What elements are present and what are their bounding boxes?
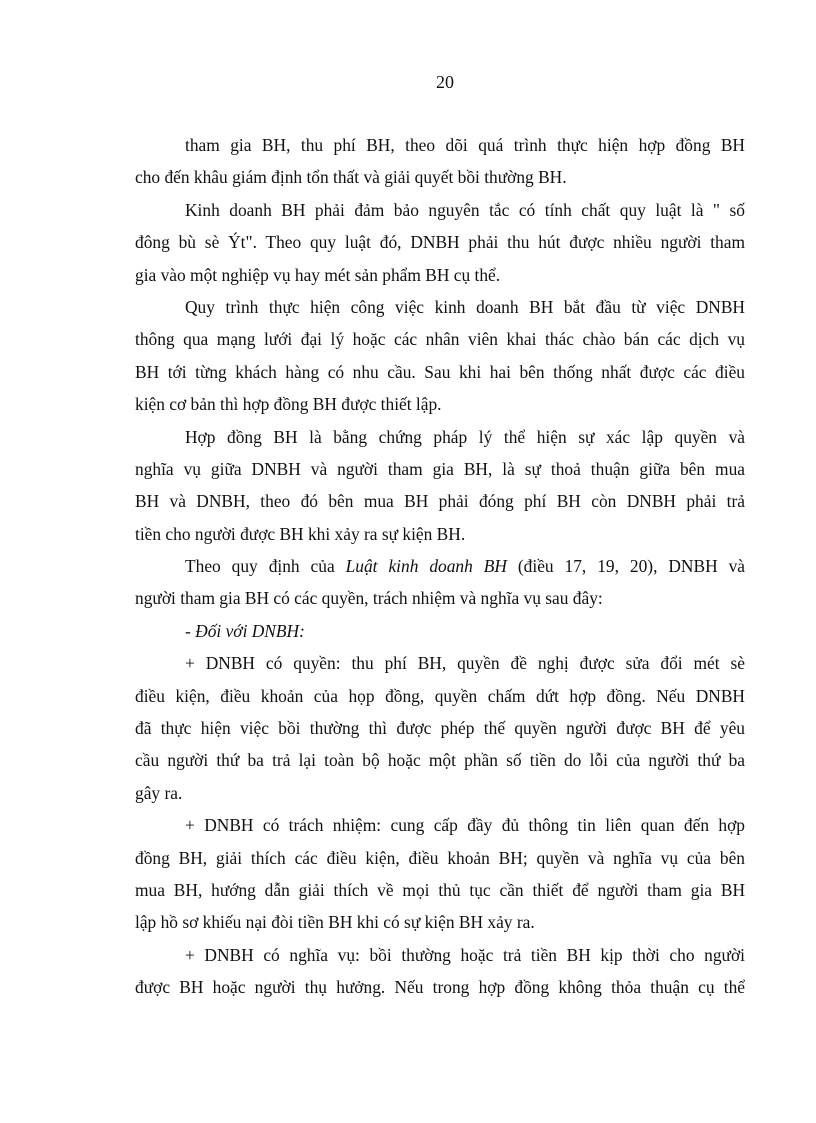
text-segment: gây ra. — [135, 782, 183, 803]
text-line — [135, 259, 745, 291]
paragraph — [135, 809, 745, 939]
text-segment: tiền cho người được BH khi xảy ra sự kiện BH. — [135, 523, 466, 544]
paragraph — [135, 129, 745, 194]
text-segment: đã thực hiện việc bồi thường thì được phép thế quyền người được BH để yêu — [135, 718, 745, 739]
text-line — [135, 485, 745, 517]
italic-text: - Đối với DNBH: — [185, 620, 305, 641]
text-segment: đồng BH, giải thích các điều kiện, điều khoản BH; quyền và nghĩa vụ của bên — [135, 847, 745, 868]
body-text — [135, 129, 745, 1004]
text-segment: được BH hoặc người thụ hưởng. Nếu trong hợp đồng không thỏa thuận cụ thể — [135, 977, 745, 998]
text-segment: BH tới từng khách hàng có nhu cầu. Sau khi hai bên thống nhất được các điều — [135, 361, 745, 382]
text-line — [135, 550, 745, 582]
paragraph — [135, 939, 745, 1004]
text-line — [135, 971, 745, 1003]
text-line — [135, 809, 745, 841]
text-line — [135, 874, 745, 906]
text-segment: Hợp đồng BH là bằng chứng pháp lý thể hiện sự xác lập quyền và — [185, 426, 745, 447]
text-segment: Quy trình thực hiện công việc kinh doanh BH bắt đầu từ việc DNBH — [185, 296, 745, 317]
paragraph — [135, 291, 745, 421]
text-segment: kiện cơ bản thì hợp đồng BH được thiết lập. — [135, 394, 442, 415]
paragraph — [135, 421, 745, 551]
text-segment: + DNBH có quyền: thu phí BH, quyền đề nghị được sửa đổi mét sè — [185, 653, 745, 674]
text-line — [135, 356, 745, 388]
text-segment: (điều 17, 19, 20), DNBH và — [506, 556, 745, 577]
text-segment: Theo quy định của — [185, 556, 346, 577]
text-line — [135, 906, 745, 938]
text-line — [135, 518, 745, 550]
text-line — [135, 842, 745, 874]
text-line — [135, 226, 745, 258]
text-line — [135, 388, 745, 420]
text-line — [135, 161, 745, 193]
text-segment: Kinh doanh BH phải đảm bảo nguyên tắc có tính chất quy luật là " số — [185, 199, 745, 220]
text-line — [135, 647, 745, 679]
italic-text: Luật kinh doanh BH — [345, 556, 507, 577]
paragraph — [135, 550, 745, 615]
text-line — [135, 582, 745, 614]
paragraph — [135, 647, 745, 809]
text-line — [135, 129, 745, 161]
text-line — [135, 712, 745, 744]
text-segment: thông qua mạng lưới đại lý hoặc các nhân viên khai thác chào bán các dịch vụ — [135, 329, 745, 350]
text-line — [135, 744, 745, 776]
text-segment: + DNBH có trách nhiệm: cung cấp đầy đủ thông tin liên quan đến hợp — [185, 815, 745, 836]
text-line — [135, 291, 745, 323]
text-segment: BH và DNBH, theo đó bên mua BH phải đóng phí BH còn DNBH phải trả — [135, 491, 745, 512]
page-number: 20 — [436, 72, 454, 92]
text-segment: gia vào một nghiệp vụ hay mét sản phẩm BH cụ thể. — [135, 264, 501, 285]
text-segment: cho đến khâu giám định tổn thất và giải quyết bồi thường BH. — [135, 167, 567, 188]
text-line — [135, 615, 745, 647]
text-line — [135, 323, 745, 355]
text-segment: người tham gia BH có các quyền, trách nhiệm và nghĩa vụ sau đây: — [135, 588, 603, 609]
text-segment: nghĩa vụ giữa DNBH và người tham gia BH, là sự thoả thuận giữa bên mua — [135, 458, 745, 479]
text-segment: cầu người thứ ba trả lại toàn bộ hoặc một phần số tiền do lỗi của người thứ ba — [135, 750, 745, 771]
text-line — [135, 939, 745, 971]
paragraph — [135, 194, 745, 291]
text-line — [135, 194, 745, 226]
text-segment: điều kiện, điều khoản của họp đồng, quyền chấm dứt hợp đồng. Nếu DNBH — [135, 685, 745, 706]
text-segment: tham gia BH, thu phí BH, theo dõi quá trình thực hiện hợp đồng BH — [185, 135, 745, 155]
text-segment: lập hồ sơ khiếu nại đòi tiền BH khi có sự kiện BH xảy ra. — [135, 912, 535, 933]
text-segment: + DNBH có nghĩa vụ: bồi thường hoặc trả tiền BH kịp thời cho người — [185, 944, 745, 965]
text-segment: mua BH, hướng dẫn giải thích về mọi thủ tục cần thiết để người tham gia BH — [135, 879, 745, 900]
text-line — [135, 421, 745, 453]
text-line — [135, 680, 745, 712]
paragraph — [135, 615, 745, 647]
text-segment: đông bù sè Ýt". Theo quy luật đó, DNBH phải thu hút được nhiều người tham — [135, 232, 745, 253]
text-line — [135, 453, 745, 485]
text-line — [135, 777, 745, 809]
